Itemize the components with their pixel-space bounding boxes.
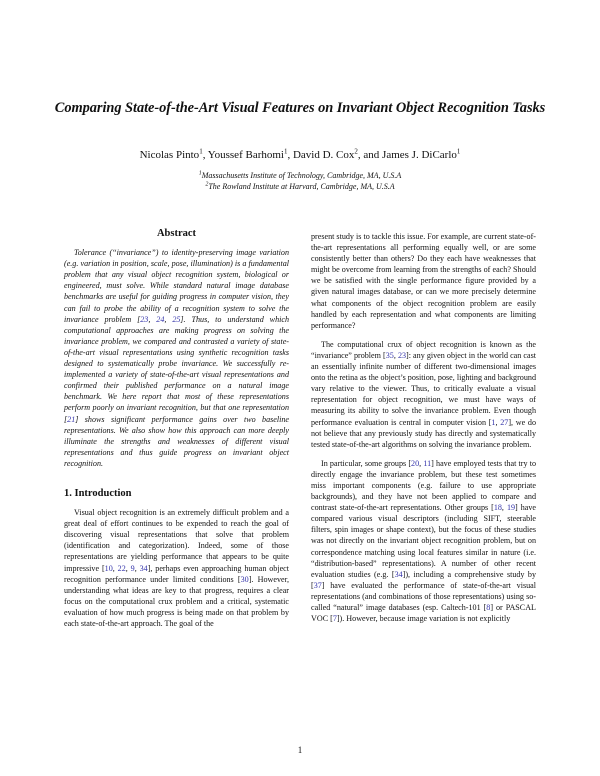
citation-link[interactable]: 1 [491,417,496,427]
abstract-text: Tolerance (“invariance”) to identity-preserving image variation (e.g. variation in position, scale, pose, illumination) is a fundamental problem that any visual object recognition system, biological or engineered, must solve. While standard natural image database benchmarks are useful for guiding progress in computer vision, they can fail to probe the ability of a recognition system to solve the invariance problem [23, 24, 25]. Thus, to understand which computational approaches are making progress on solving the invariance problem, we compared and contrasted a variety of state-of-the-art visual representations using synthetic recognition tasks designed to systematically probe invariance. We successfully re-implemented a variety of state-of-the-art visual representations and confirmed their published performance on a natural image benchmark. We here report that most of these representations perform poorly on invariant recognition, but that one representation [21] shows significant performance gains over two baseline representations. We also show how this approach can more deeply illuminate the strengths and weaknesses of different visual representations and thus guide progress on invariant object recognition. [64,248,290,468]
citation-link[interactable]: 22 [117,563,126,573]
citation-link[interactable]: 30 [240,574,249,584]
author-name: Nicolas Pinto [139,149,200,161]
citation-link[interactable]: 27 [500,417,509,427]
citation-link[interactable]: 19 [506,503,516,513]
affiliation-mark: 1 [198,170,202,177]
paper-title: Comparing State-of-the-Art Visual Features on Invariant Object Recognition Tasks [54,100,546,116]
introduction-heading: 1. Introduction [64,487,132,499]
body-paragraph: In particular, some groups [20, 11] have employed tests that try to directly engage the invariance problem, but these test sometimes miss important components (e.g. failure to use appropriate backgrounds), and they have not been applied to compare and contrast state-of-the-art representations. Other groups [18, 19] have compared various visual descriptors (including SIFT, steerable filters, spin images or shape context), but the focus of these studies was not directly on the invariant object recognition problem, but on correspondence matching using local features similar in nature (i.e. “distribution-based” representations). A number of other recent evaluation studies (e.g. [34]), including a comprehensive study by [37] have evaluated the performance of state-of-the-art visual representations (and combinations of those representations) using so-called “natural” image databases (esp. Caltech-101 [8] or PASCAL VOC [7]). However, because image variation is not explicitly [311,458,537,624]
affiliation-text: Massachusetts Institute of Technology, Cambridge, MA, U.S.A [201,171,402,180]
citation-link[interactable]: 25 [172,314,181,324]
left-column [64,228,289,629]
citation-link[interactable]: 23 [397,350,407,360]
abstract-heading: Abstract [156,228,197,239]
body-paragraph: present study is to tackle this issue. For example, are current state-of-the-art representations all performing equally well, or are some consistently better than others? Do they each have weaknesses that might be overcome from learning from the strengths of each? Should we be satisfied with the single performance figure provided by a given natural images database, or can we more precisely determine what components of the object recognition problem are easily handled by each representation and what components are limiting performance? [311,232,536,330]
citation-link[interactable]: 7 [332,614,337,624]
author-name: David D. Cox [292,149,355,161]
author-affiliation-mark: 2 [354,147,358,156]
citation-link[interactable]: 24 [156,314,165,324]
body-paragraph: The computational crux of object recognition is known as the “invariance” problem [35, 23]: any given object in the world can cast an essentially infinite number of different two-dimensional images onto the retina as the object’s position, pose, lighting and background vary relative to the viewer. Thus, to critically evaluate a visual representation for object recognition, we must have ways of measuring its ability to solve the invariance problem. Even though performance evaluation is central in computer vision [1, 27], we do not believe that any previously study has directly and systematically tested state-of-the-art algorithms on solving the invariance problem. [311,339,537,449]
affiliation-text: The Rowland Institute at Harvard, Cambridge, MA, U.S.A [208,182,395,191]
author-affiliation-mark: 1 [456,147,461,156]
citation-link[interactable]: 11 [423,458,432,468]
citation-link[interactable]: 10 [104,563,113,573]
citation-link[interactable]: 9 [130,563,135,573]
author-name: Youssef Barhomi [207,149,284,161]
author-name: James J. DiCarlo [382,149,457,161]
author-affiliation-mark: 1 [283,147,288,156]
citation-link[interactable]: 23 [140,314,149,324]
citation-link[interactable]: 21 [67,414,76,424]
citation-link[interactable]: 8 [486,603,491,612]
citation-link[interactable]: 34 [394,569,403,579]
affiliation-mark: 2 [205,181,209,188]
affiliation-1 [20,171,580,180]
citation-link[interactable]: 18 [493,503,502,513]
affiliation-2 [20,182,580,191]
citation-link[interactable]: 37 [313,580,322,590]
right-column [311,231,536,624]
author-list: Nicolas Pinto$^1$, Youssef Barhomi$^1$, David D. Cox$^2$, and James J. DiCarlo$^1$ [139,147,461,161]
citation-link[interactable]: 20 [411,458,420,468]
page-number: 1 [297,745,303,755]
author-affiliation-mark: 1 [199,147,203,156]
citation-link[interactable]: 34 [139,563,148,573]
intro-paragraph: Visual object recognition is an extremely difficult problem and a great deal of effort continues to be expended to reach the goal of discovering visual representations that solve that problem (identification and categorization). Indeed, some of those representations are yielding performance that appears to be quite impressive [10, 22, 9, 34], perhaps even approaching human object recognition performance under limited conditions [30]. However, understanding what ideas are key to that progress, requires a clear focus on the computational crux problem and a critical, systematic evaluation of how much progress is being made on that problem by each state-of-the-art approach. The goal of the [64,508,290,628]
citation-link[interactable]: 35 [385,350,394,360]
